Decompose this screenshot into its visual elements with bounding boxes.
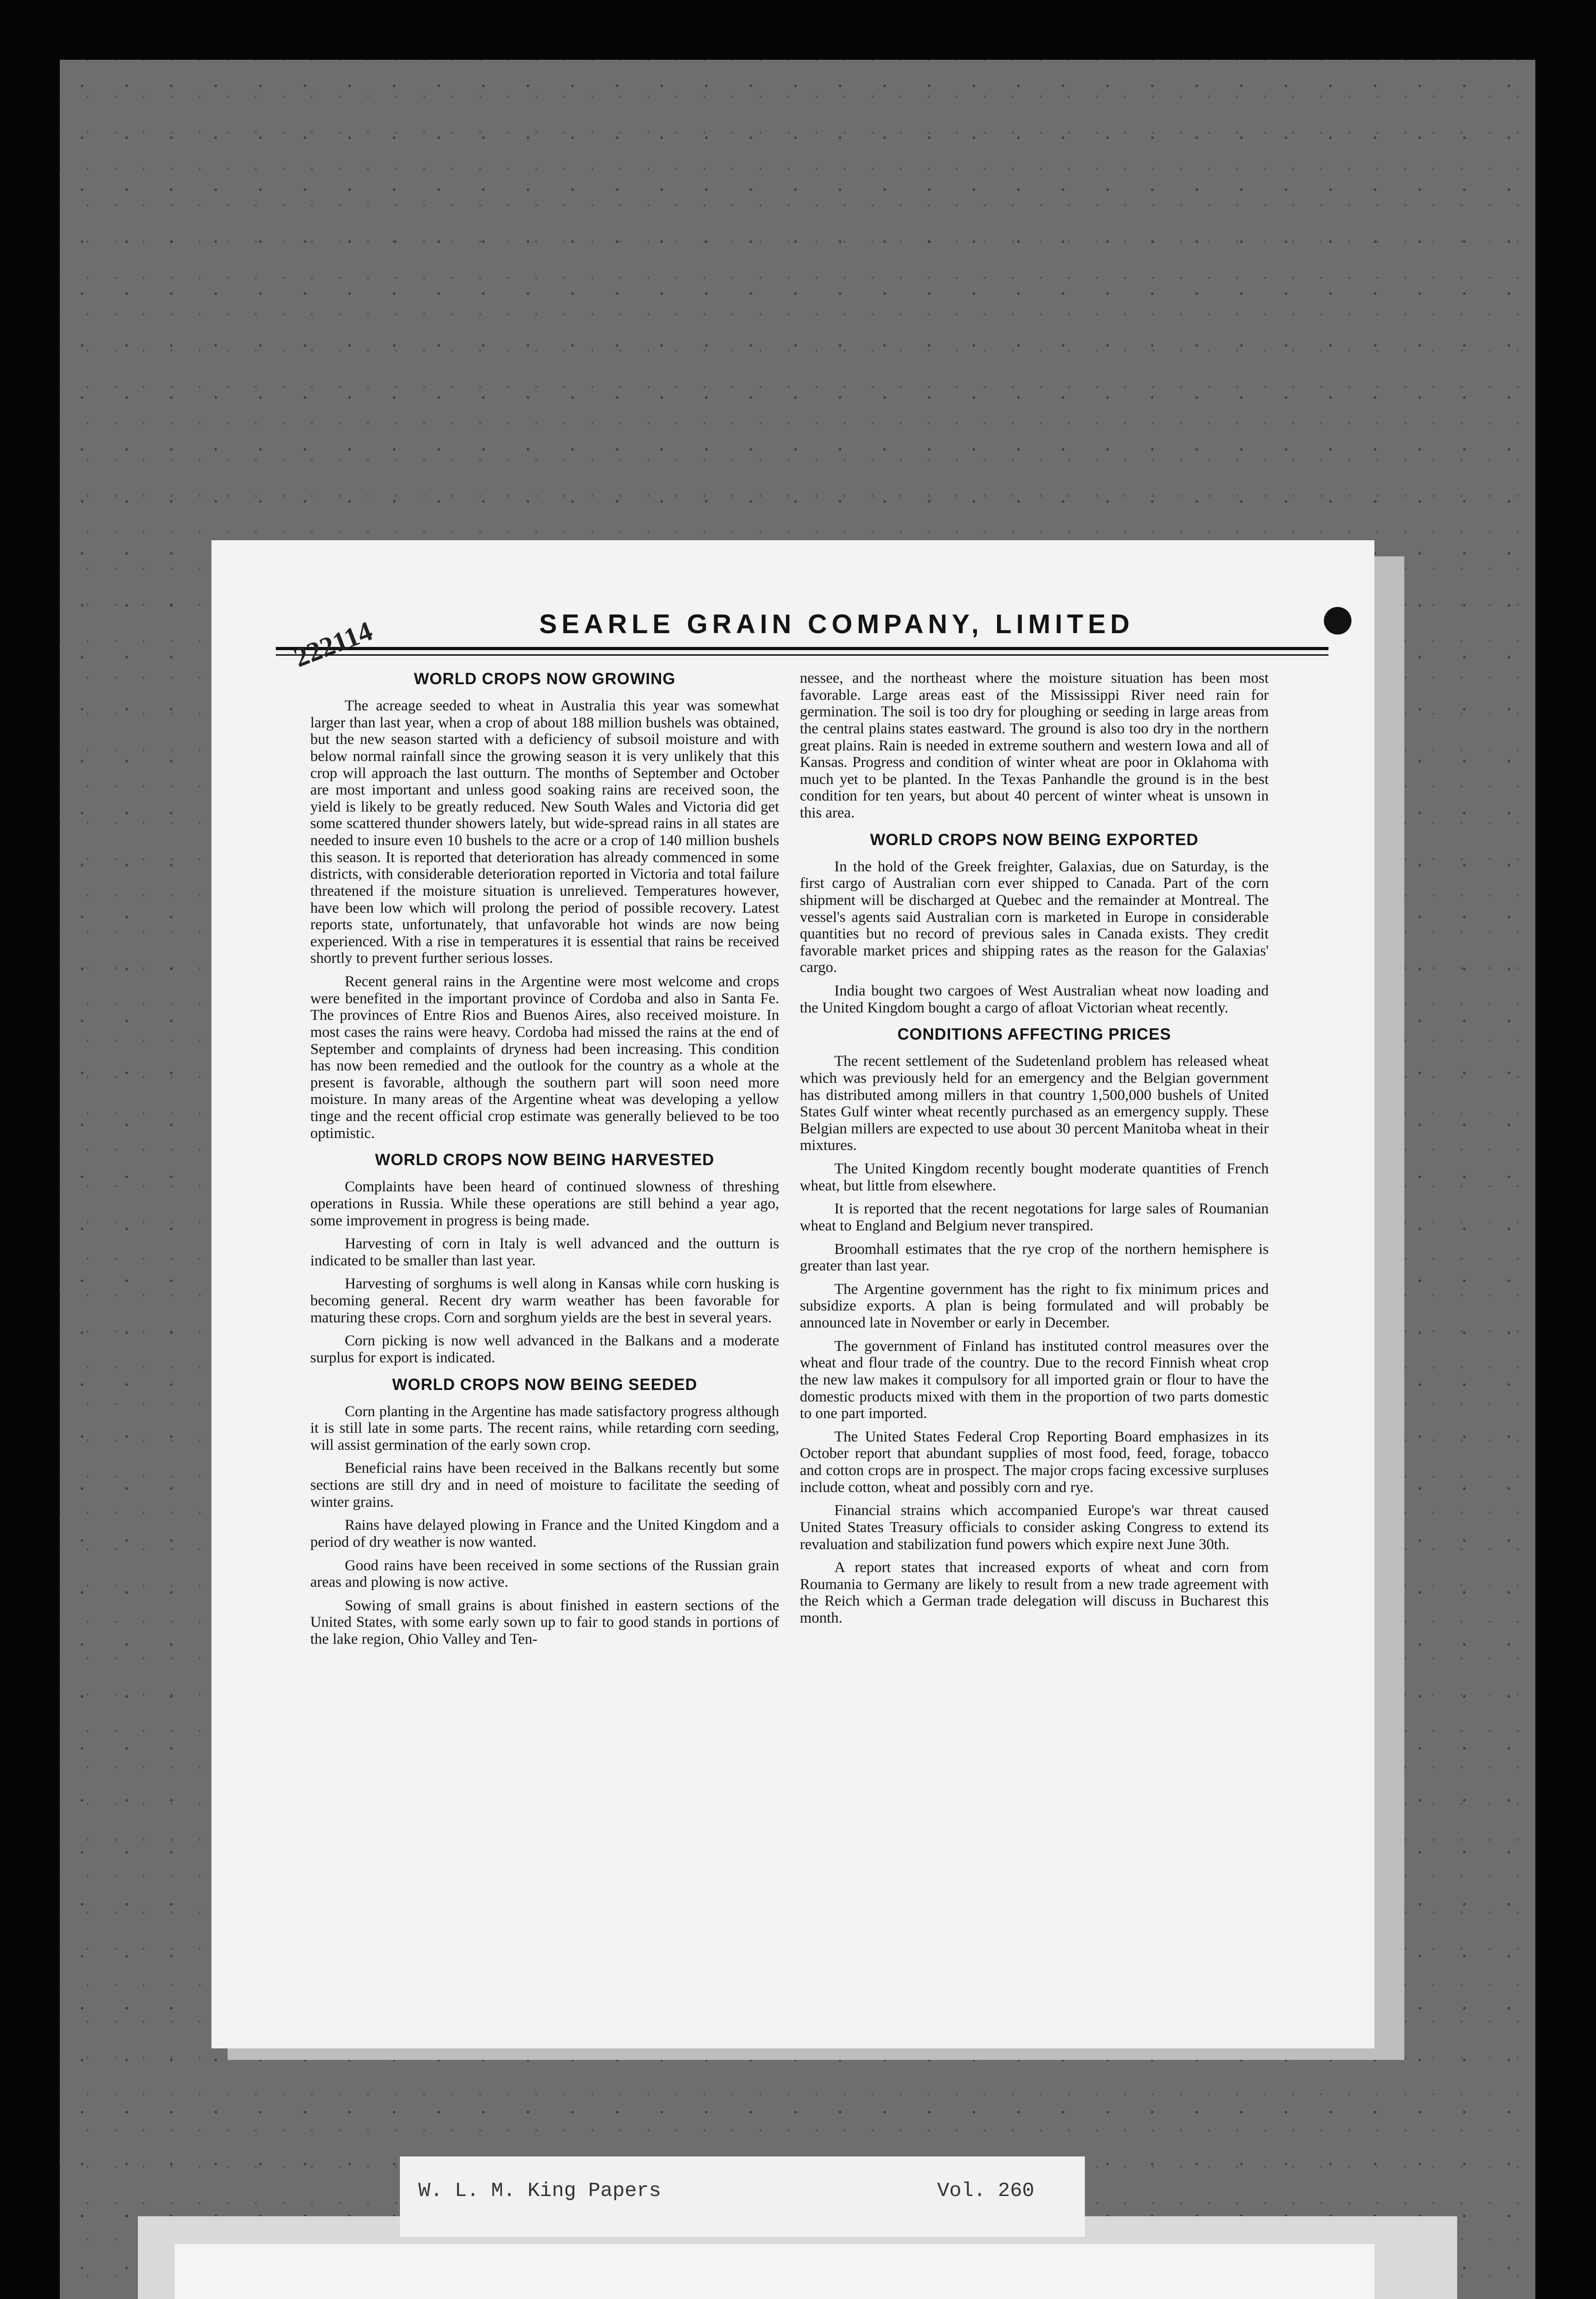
archives-card	[175, 2244, 1374, 2299]
letterhead-rule-thin	[276, 654, 1328, 656]
paragraph: In the hold of the Greek freighter, Galaxias, due on Saturday, is the first cargo of Australian corn ever shipped to Canada. Part of the corn shipment will be discharged at Quebec and the remainder at Montreal. The vessel's agents said Australian corn is marketed in Europe in considerable quantities but no record of previous sales in Canada exists. They credit favorable market prices and shipping rates as the reason for the Galaxias' cargo.	[800, 858, 1269, 976]
paragraph: Good rains have been received in some sections of the Russian grain areas and plowing is now active.	[310, 1557, 779, 1591]
left-column	[310, 670, 779, 1654]
paragraph-continued: nessee, and the northeast where the moisture situation has been most favorable. Large areas east of the Mississippi River need rain for germination. The soil is too dry for ploughing or seeding in large areas from the central plains states eastward. The ground is also too dry in the northern great plains. Rain is needed in extreme southern and western Iowa and all of Kansas. Progress and condition of winter wheat are poor in Oklahoma with much yet to be planted. In the Texas Panhandle the ground is in the best condition for ten years, but about 40 percent of winter wheat is unsown in this area.	[800, 670, 1269, 821]
paragraph: Rains have delayed plowing in France and the United Kingdom and a period of dry weather is now wanted.	[310, 1517, 779, 1550]
section-heading: WORLD CROPS NOW BEING HARVESTED	[375, 1151, 715, 1169]
section-heading: WORLD CROPS NOW BEING EXPORTED	[870, 830, 1199, 849]
paragraph: It is reported that the recent negotations for large sales of Roumanian wheat to England and Belgium never transpired.	[800, 1201, 1269, 1234]
paragraph: Harvesting of corn in Italy is well advanced and the outturn is indicated to be smaller than last year.	[310, 1235, 779, 1269]
section-heading: WORLD CROPS NOW GROWING	[414, 670, 676, 688]
paragraph: Broomhall estimates that the rye crop of the northern hemisphere is greater than last year.	[800, 1241, 1269, 1275]
archive-stamp-number: 222114	[290, 615, 376, 673]
paragraph: The Argentine government has the right to fix minimum prices and subsidize exports. A plan is being formulated and will probably be announced late in November or early in December.	[800, 1281, 1269, 1331]
paragraph: India bought two cargoes of West Australian wheat now loading and the United Kingdom bought a cargo of afloat Victorian wheat recently.	[800, 983, 1269, 1016]
section-heading: WORLD CROPS NOW BEING SEEDED	[392, 1375, 697, 1394]
company-name: SEARLE GRAIN COMPANY, LIMITED	[539, 609, 1134, 639]
collection-label	[400, 2156, 1085, 2237]
paragraph: The government of Finland has instituted control measures over the wheat and flour trade of the country. Due to the record Finnish wheat crop the new law makes it compulsory for all imported grain or flour to have the domestic products mixed with them in the proportion of two parts domestic to one part imported.	[800, 1338, 1269, 1422]
collection-name: W. L. M. King Papers	[418, 2179, 661, 2202]
letterhead	[308, 609, 1365, 644]
paragraph: The acreage seeded to wheat in Australia this year was somewhat larger than last year, when a crop of about 188 million bushels was obtained, but the new season started with a deficiency of subsoil moisture and with below normal rainfall since the growing season it is very unlikely that this crop will approach the last outturn. The months of September and October are most important and unless good soaking rains are received soon, the yield is likely to be greatly reduced. New South Wales and Victoria did get some scattered thunder showers lately, but wide-spread rains in all states are needed to insure even 10 bushels to the acre or a crop of 140 million bushels this season. It is reported that deterioration has already commenced in some districts, with considerable deterioration reported in Victoria and total failure threatened if the moisture situation is unrelieved. Temperatures however, have been low which will prolong the period of possible recovery. Latest reports state, unfortunately, that unfavorable hot winds are now being experienced. With a rise in temperatures it is essential that rains be received shortly to prevent further serious losses.	[310, 698, 779, 967]
volume-number: Vol. 260	[937, 2179, 1034, 2202]
paragraph: Corn picking is now well advanced in the Balkans and a moderate surplus for export is indicated.	[310, 1333, 779, 1366]
paragraph: Beneficial rains have been received in the Balkans recently but some sections are still dry and in need of moisture to facilitate the seeding of winter grains.	[310, 1460, 779, 1510]
letterhead-rule	[276, 647, 1328, 650]
paragraph: The United Kingdom recently bought moderate quantities of French wheat, but little from elsewhere.	[800, 1161, 1269, 1194]
right-column	[800, 670, 1269, 1633]
paragraph: Recent general rains in the Argentine were most welcome and crops were benefited in the important province of Cordoba and also in Santa Fe. The provinces of Entre Rios and Buenos Aires, also received moisture. In most cases the rains were heavy. Cordoba had missed the rains at the end of September and complaints of dryness had been increasing. This condition has now been remedied and the outlook for the country as a whole at the present is favorable, although the southern part will soon need more moisture. In many areas of the Argentine wheat was developing a yellow tinge and the recent official crop estimate was generally believed to be too optimistic.	[310, 973, 779, 1142]
paragraph: The United States Federal Crop Reporting Board emphasizes in its October report that abundant supplies of most food, feed, forage, tobacco and cotton crops are in prospect. The major crops facing excessive surpluses include cotton, wheat and possibly corn and rye.	[800, 1428, 1269, 1496]
section-heading: CONDITIONS AFFECTING PRICES	[897, 1025, 1171, 1044]
document-page	[211, 540, 1374, 2048]
paragraph: Financial strains which accompanied Europe's war threat caused United States Treasury officials to consider asking Congress to extend its revaluation and stabilization fund powers which expire next June 30th.	[800, 1502, 1269, 1553]
punch-hole	[1324, 607, 1351, 635]
paragraph: Complaints have been heard of continued slowness of threshing operations in Russia. While these operations are still behind a year ago, some improvement in progress is being made.	[310, 1178, 779, 1229]
paragraph: A report states that increased exports of wheat and corn from Roumania to Germany are likely to result from a new trade agreement with the Reich which a German trade delegation will discuss in Bucharest this month.	[800, 1559, 1269, 1626]
paragraph: Corn planting in the Argentine has made satisfactory progress although it is still late in some parts. The recent rains, while retarding corn seeding, will assist germination of the early sown crop.	[310, 1403, 779, 1453]
paragraph: Harvesting of sorghums is well along in Kansas while corn husking is becoming general. Recent dry warm weather has been favorable for maturing these crops. Corn and sorghum yields are the best in several years.	[310, 1275, 779, 1326]
paragraph: The recent settlement of the Sudetenland problem has released wheat which was previously held for an emergency and the Belgian government has distributed among millers in that country 1,500,000 bushels of United States Gulf winter wheat recently purchased as an emergency supply. These Belgian millers are expected to use about 30 percent Manitoba wheat in their mixtures.	[800, 1053, 1269, 1154]
paragraph: Sowing of small grains is about finished in eastern sections of the United States, with some early sown up to fair to good stands in portions of the lake region, Ohio Valley and Ten-	[310, 1597, 779, 1647]
